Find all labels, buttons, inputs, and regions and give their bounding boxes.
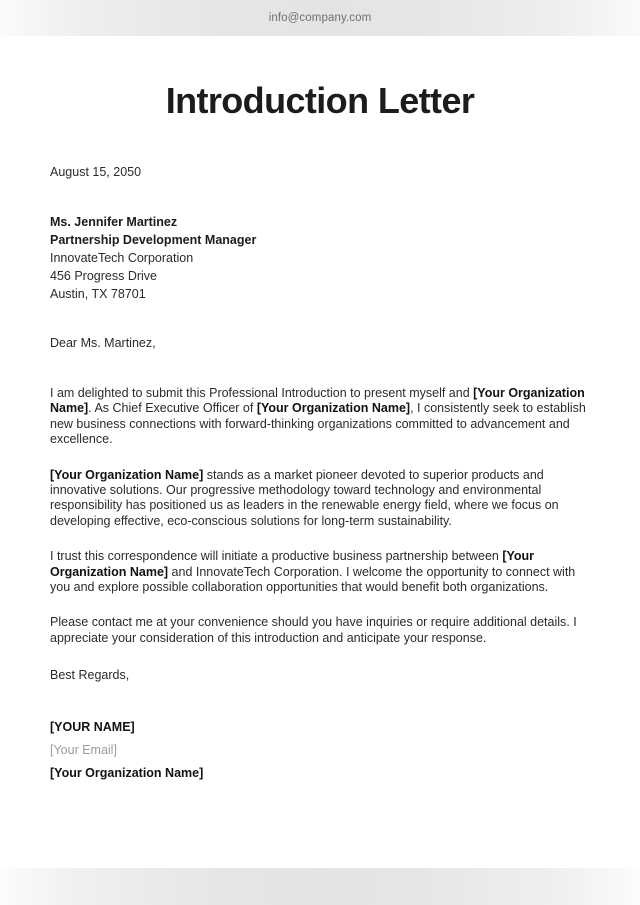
paragraph-4: [50, 615, 590, 646]
letter-page: [0, 36, 640, 868]
signature-block: [50, 716, 590, 785]
paragraph-text: , I consistently seek to establish new business connections with forward-thinking organizations committed to advancement and excellence.: [50, 401, 586, 447]
letterhead-band: [0, 0, 640, 36]
paragraph-text: I trust this correspondence will initiate a productive business partnership between: [50, 549, 503, 564]
letter-date: August 15, 2050: [50, 165, 142, 179]
page-title: Introduction Letter: [165, 80, 475, 121]
letter-paragraphs: [50, 386, 590, 646]
paragraph-text: stands as a market pioneer devoted to superior products and innovative solutions. Our progressive methodology toward technology and environmental responsibility has positioned us as leaders in the renewable energy field, where we focus on developing effective, eco-conscious solutions for long-term sustainability.: [50, 467, 559, 528]
paragraph-text: Please contact me at your convenience should you have inquiries or require additional details. I appreciate your consideration of this introduction and anticipate your response.: [50, 615, 577, 645]
placeholder-token: [Your Organization Name]: [256, 401, 411, 416]
paragraph-text: and InnovateTech Corporation. I welcome the opportunity to connect with you and explore possible collaboration opportunities that would benefit both organizations.: [50, 564, 576, 595]
paragraph-2: [50, 468, 590, 530]
paragraph-3: [50, 549, 590, 595]
signature-line: [Your Email]: [50, 743, 117, 758]
paragraph-text: . As Chief Executive Officer of: [88, 401, 257, 416]
recipient-line: Austin, TX 78701: [50, 287, 146, 301]
salutation: Dear Ms. Martinez,: [50, 336, 156, 350]
recipient-line: 456 Progress Drive: [50, 269, 157, 283]
paragraph-1: [50, 386, 590, 448]
letter-body: [0, 164, 640, 785]
letterhead-email: info@company.com: [268, 12, 372, 24]
placeholder-token: [Your Organization Name]: [50, 386, 585, 416]
recipient-line: Partnership Development Manager: [50, 233, 257, 247]
placeholder-token: [Your Organization Name]: [50, 549, 535, 579]
signature-line: [YOUR NAME]: [50, 720, 135, 735]
recipient-line: Ms. Jennifer Martinez: [50, 215, 178, 229]
recipient-address-block: [50, 213, 590, 303]
footer-band: [0, 868, 640, 905]
paragraph-text: I am delighted to submit this Professional Introduction to present myself and: [50, 386, 474, 400]
closing-line: Best Regards,: [50, 668, 130, 683]
signature-line: [Your Organization Name]: [50, 766, 204, 781]
placeholder-token: [Your Organization Name]: [50, 467, 204, 482]
recipient-line: InnovateTech Corporation: [50, 251, 194, 265]
